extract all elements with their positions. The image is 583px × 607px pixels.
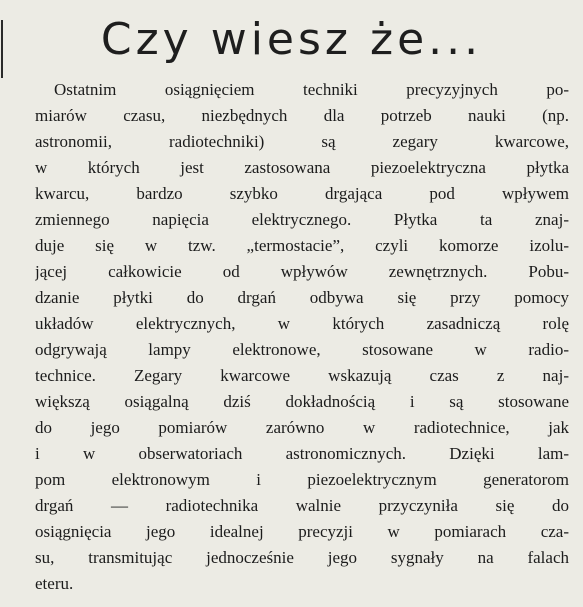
article-line: eteru. [35, 574, 74, 593]
article-line: pom elektronowym i piezoelektrycznym generatorom [35, 470, 569, 489]
article-line: odgrywają lampy elektronowe, stosowane w radio- [35, 340, 569, 359]
article-line: astronomii, radiotechniki) są zegary kwarcowe, [35, 132, 569, 151]
article-line: technice. Zegary kwarcowe wskazują czas z naj- [35, 366, 569, 385]
article-line: Ostatnim osiągnięciem techniki precyzyjnych po- [54, 80, 569, 99]
article-line: duje się w tzw. „termostacie”, czyli komorze izolu- [35, 236, 569, 255]
article-line: drgań — radiotechnika walnie przyczyniła się do [35, 496, 569, 515]
article-line: dzanie płytki do drgań odbywa się przy pomocy [35, 288, 569, 307]
article-line: kwarcu, bardzo szybko drgająca pod wpływem [35, 184, 569, 203]
article-line: do jego pomiarów zarówno w radiotechnice, jak [35, 418, 569, 437]
article-line: osiągnięcia jego idealnej precyzji w pomiarach cza- [35, 522, 569, 541]
article-line: układów elektrycznych, w których zasadniczą rolę [35, 314, 569, 333]
article-line: miarów czasu, niezbędnych dla potrzeb nauki (np. [35, 106, 569, 125]
article-title: Czy wiesz że... [100, 14, 483, 65]
article-line: i w obserwatoriach astronomicznych. Dzięki lam- [35, 444, 569, 463]
article-line: zmiennego napięcia elektrycznego. Płytka ta znaj- [35, 210, 569, 229]
article-line: su, transmitując jednocześnie jego sygnały na falach [35, 548, 569, 567]
article-line: w których jest zastosowana piezoelektryczna płytka [35, 158, 569, 177]
article-line: większą osiągalną dziś dokładnością i są stosowane [35, 392, 569, 411]
article-line: jącej całkowicie od wpływów zewnętrznych. Pobu- [35, 262, 569, 281]
